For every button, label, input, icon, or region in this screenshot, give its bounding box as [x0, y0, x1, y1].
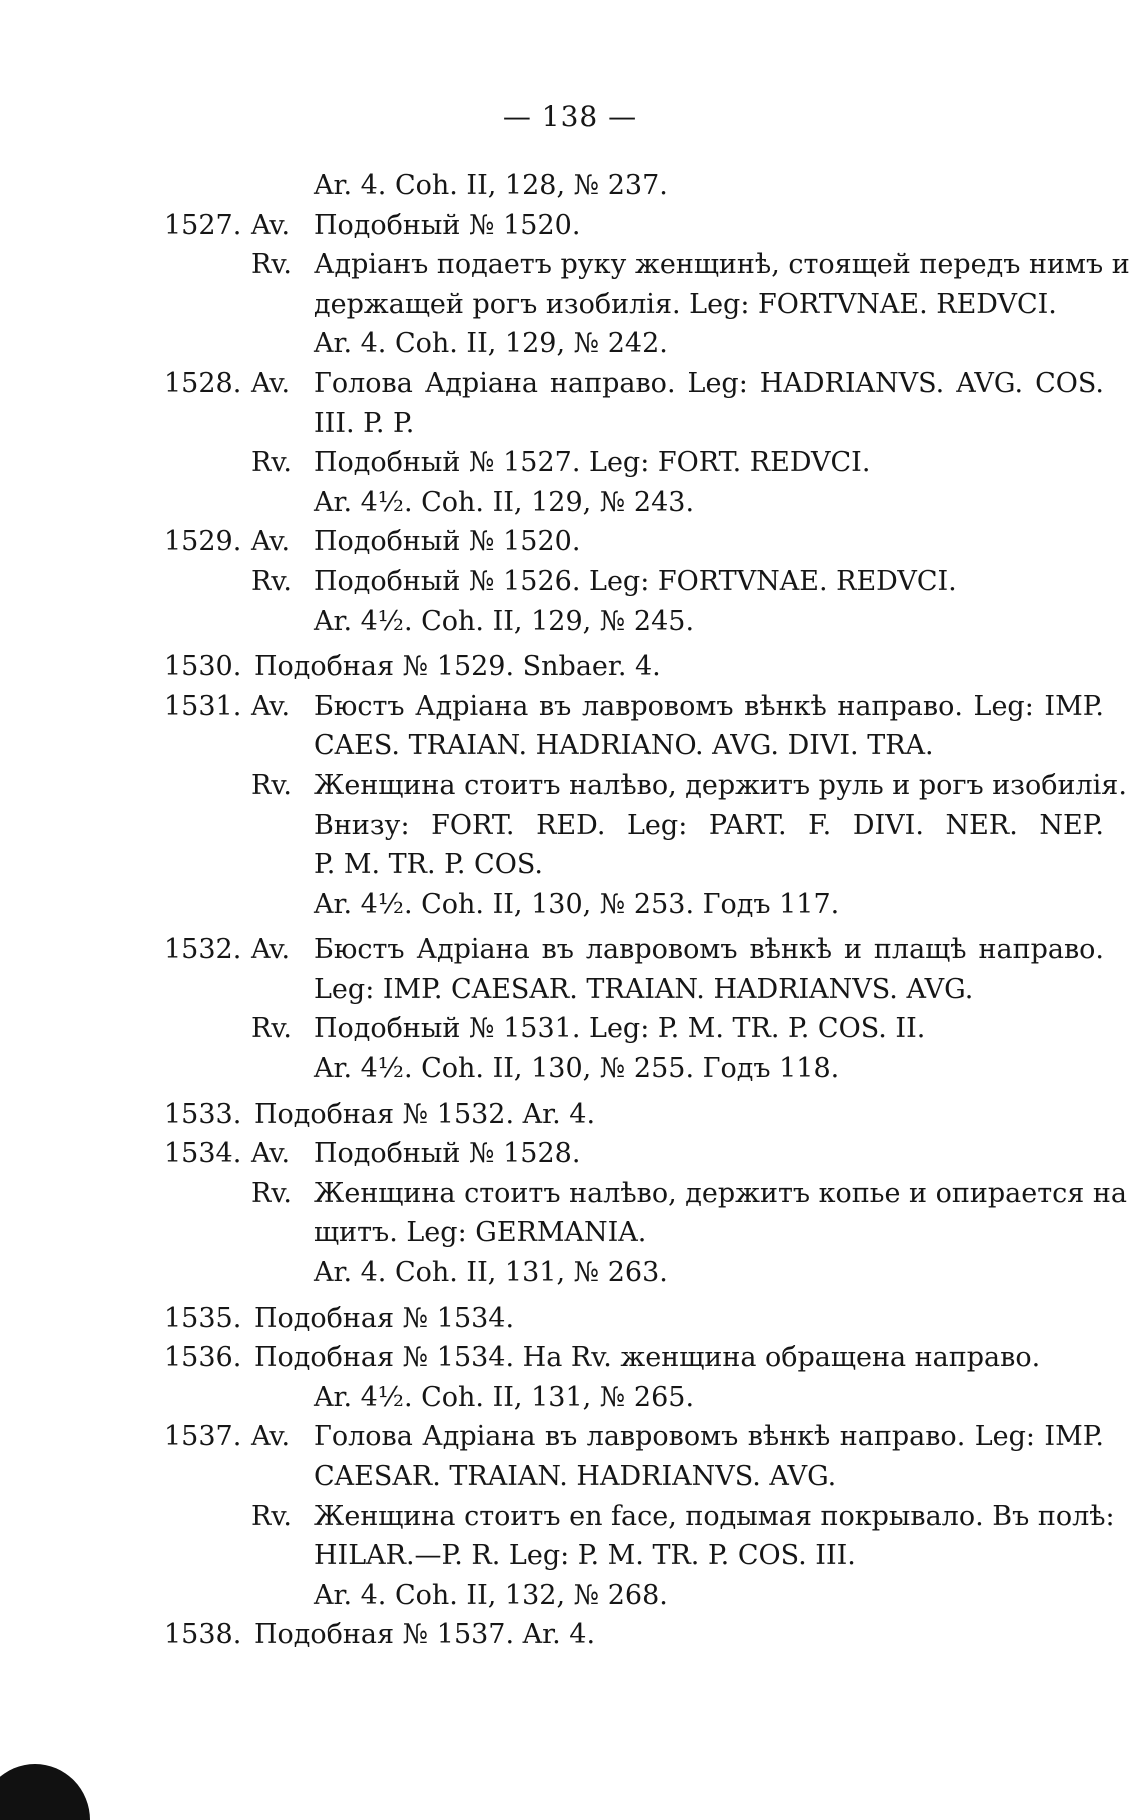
- entry-text: Подобный № 1520.: [314, 209, 581, 241]
- catalogue-line: [164, 1049, 1104, 1089]
- entry-text: держащей рогъ изобилія. Leg: FORTVNAE. REDVCI.: [314, 288, 1057, 320]
- catalogue-line: [164, 1299, 1104, 1339]
- entry-text: Ar. 4½. Coh. II, 130, № 255. Годъ 118.: [314, 1053, 840, 1085]
- catalogue-line: [164, 885, 1104, 925]
- entry-number: 1532.: [164, 934, 242, 966]
- entry-number: 1538.: [164, 1619, 242, 1651]
- coin-side-label: Av.: [251, 1138, 291, 1170]
- catalogue-line: [164, 245, 1130, 285]
- catalogue-line: [164, 930, 1104, 970]
- catalogue-line: [164, 1213, 1104, 1253]
- entry-text: Внизу: FORT. RED. Leg: PART. F. DIVI. NER. NEP.: [314, 809, 1104, 841]
- entry-text: Ar. 4. Coh. II, 128, № 237.: [314, 170, 668, 201]
- entry-text: Подобный № 1531. Leg: P. M. TR. P. COS. II.: [314, 1013, 926, 1045]
- catalogue-line: [164, 1497, 1115, 1537]
- entry-text: Голова Адріана въ лавровомъ вѣнкѣ направо. Leg: IMP.: [314, 1421, 1104, 1453]
- entry-number: 1533.: [164, 1098, 242, 1130]
- entry-text: Ar. 4. Coh. II, 131, № 263.: [314, 1257, 668, 1289]
- entry-text: Подобный № 1526. Leg: FORTVNAE. REDVCI.: [314, 565, 957, 597]
- entry-text: Подобная № 1532. Ar. 4.: [254, 1098, 596, 1130]
- entry-number: 1528.: [164, 367, 242, 399]
- entry-text: Подобный № 1527. Leg: FORT. REDVCI.: [314, 447, 871, 479]
- entry-text: щитъ. Leg: GERMANIA.: [314, 1217, 647, 1249]
- entry-text: Leg: IMP. CAESAR. TRAIAN. HADRIANVS. AVG.: [314, 973, 974, 1005]
- coin-side-label: Av.: [251, 209, 291, 241]
- catalogue-line: [164, 562, 1104, 602]
- coin-side-label: Av.: [251, 367, 291, 399]
- entry-text: III. P. P.: [314, 407, 415, 439]
- entry-text: Женщина стоитъ налѣво, держитъ руль и рогъ изобилія.: [314, 769, 1127, 801]
- coin-side-label: Av.: [251, 690, 291, 722]
- entry-text: Бюстъ Адріана въ лавровомъ вѣнкѣ направо. Leg: IMP.: [314, 690, 1104, 722]
- catalogue-line: [164, 845, 1104, 885]
- coin-side-label: Av.: [251, 526, 291, 558]
- catalogue-line: [164, 1253, 1104, 1293]
- catalogue-line: [164, 1615, 1104, 1655]
- entry-text: Адріанъ подаетъ руку женщинѣ, стоящей передъ нимъ и: [314, 249, 1130, 281]
- entry-text: Бюстъ Адріана въ лавровомъ вѣнкѣ и плащѣ направо.: [314, 934, 1104, 966]
- entry-number: 1531.: [164, 690, 242, 722]
- catalogue-line: [164, 1417, 1104, 1457]
- entry-text: Ar. 4. Coh. II, 132, № 268.: [314, 1579, 668, 1611]
- catalogue-line: [164, 687, 1104, 727]
- catalogue-line: [164, 206, 1104, 246]
- entry-text: Подобная № 1529. Snbaer. 4.: [254, 651, 661, 683]
- entry-text: Ar. 4½. Coh. II, 129, № 243.: [314, 486, 695, 518]
- catalogue-line: [164, 443, 1104, 483]
- catalogue-line: [164, 364, 1104, 404]
- catalogue-line: [164, 1009, 1104, 1049]
- catalogue-line: [164, 1095, 1104, 1135]
- catalogue-entries: [164, 166, 1130, 1655]
- catalogue-line: [164, 1536, 1104, 1576]
- entry-text: Подобная № 1537. Ar. 4.: [254, 1619, 596, 1651]
- catalogue-line: [164, 1338, 1104, 1378]
- entry-text: Ar. 4. Coh. II, 129, № 242.: [314, 328, 668, 360]
- entry-text: Ar. 4½. Coh. II, 129, № 245.: [314, 605, 695, 637]
- entry-number: 1527.: [164, 209, 242, 241]
- entry-text: Женщина стоитъ en face, подымая покрывало. Въ полѣ:: [314, 1500, 1115, 1532]
- entry-text: Подобный № 1528.: [314, 1138, 581, 1170]
- catalogue-line: [164, 285, 1104, 325]
- entry-number: 1530.: [164, 651, 242, 683]
- catalogue-line: [164, 522, 1104, 562]
- entry-text: Женщина стоитъ налѣво, держитъ копье и опирается на: [314, 1177, 1127, 1209]
- scan-edge-shadow: [0, 1764, 90, 1820]
- entry-number: 1529.: [164, 526, 242, 558]
- entry-text: CAES. TRAIAN. HADRIANO. AVG. DIVI. TRA.: [314, 730, 934, 762]
- catalogue-line: [164, 1457, 1104, 1497]
- coin-side-label: Rv.: [251, 1177, 292, 1209]
- entry-number: 1535.: [164, 1302, 242, 1334]
- coin-side-label: Rv.: [251, 1500, 292, 1532]
- entry-text: Подобный № 1520.: [314, 526, 581, 558]
- catalogue-line: [164, 1576, 1104, 1616]
- catalogue-line: [164, 404, 1104, 444]
- entry-text: HILAR.—P. R. Leg: P. M. TR. P. COS. III.: [314, 1540, 856, 1572]
- entry-text: Ar. 4½. Coh. II, 131, № 265.: [314, 1381, 695, 1413]
- catalogue-line: [164, 483, 1104, 523]
- entry-text: CAESAR. TRAIAN. HADRIANVS. AVG.: [314, 1461, 837, 1492]
- coin-side-label: Av.: [251, 934, 291, 966]
- entry-number: 1534.: [164, 1138, 242, 1170]
- entry-text: Голова Адріана направо. Leg: HADRIANVS. AVG. COS.: [314, 367, 1104, 399]
- coin-side-label: Rv.: [251, 249, 292, 281]
- entry-text: P. M. TR. P. COS.: [314, 849, 543, 881]
- catalogue-line: [164, 166, 1104, 206]
- catalogue-line: [164, 647, 1104, 687]
- entry-number: 1537.: [164, 1421, 242, 1453]
- coin-side-label: Rv.: [251, 565, 292, 597]
- coin-side-label: Rv.: [251, 447, 292, 479]
- coin-side-label: Av.: [251, 1421, 291, 1453]
- coin-side-label: Rv.: [251, 769, 292, 801]
- catalogue-line: [164, 1174, 1127, 1214]
- entry-text: Подобная № 1534.: [254, 1302, 515, 1334]
- catalogue-line: [164, 766, 1127, 806]
- entry-text: Подобная № 1534. На Rv. женщина обращена направо.: [254, 1342, 1041, 1374]
- catalogue-line: [164, 726, 1104, 766]
- catalogue-line: [164, 602, 1104, 642]
- catalogue-line: [164, 1378, 1104, 1418]
- catalogue-line: [164, 1134, 1104, 1174]
- coin-side-label: Rv.: [251, 1013, 292, 1045]
- catalogue-line: [164, 806, 1104, 846]
- page-number: — 138 —: [502, 100, 638, 133]
- entry-number: 1536.: [164, 1342, 242, 1374]
- catalogue-line: [164, 324, 1104, 364]
- entry-text: Ar. 4½. Coh. II, 130, № 253. Годъ 117.: [314, 888, 840, 920]
- catalogue-line: [164, 970, 1104, 1010]
